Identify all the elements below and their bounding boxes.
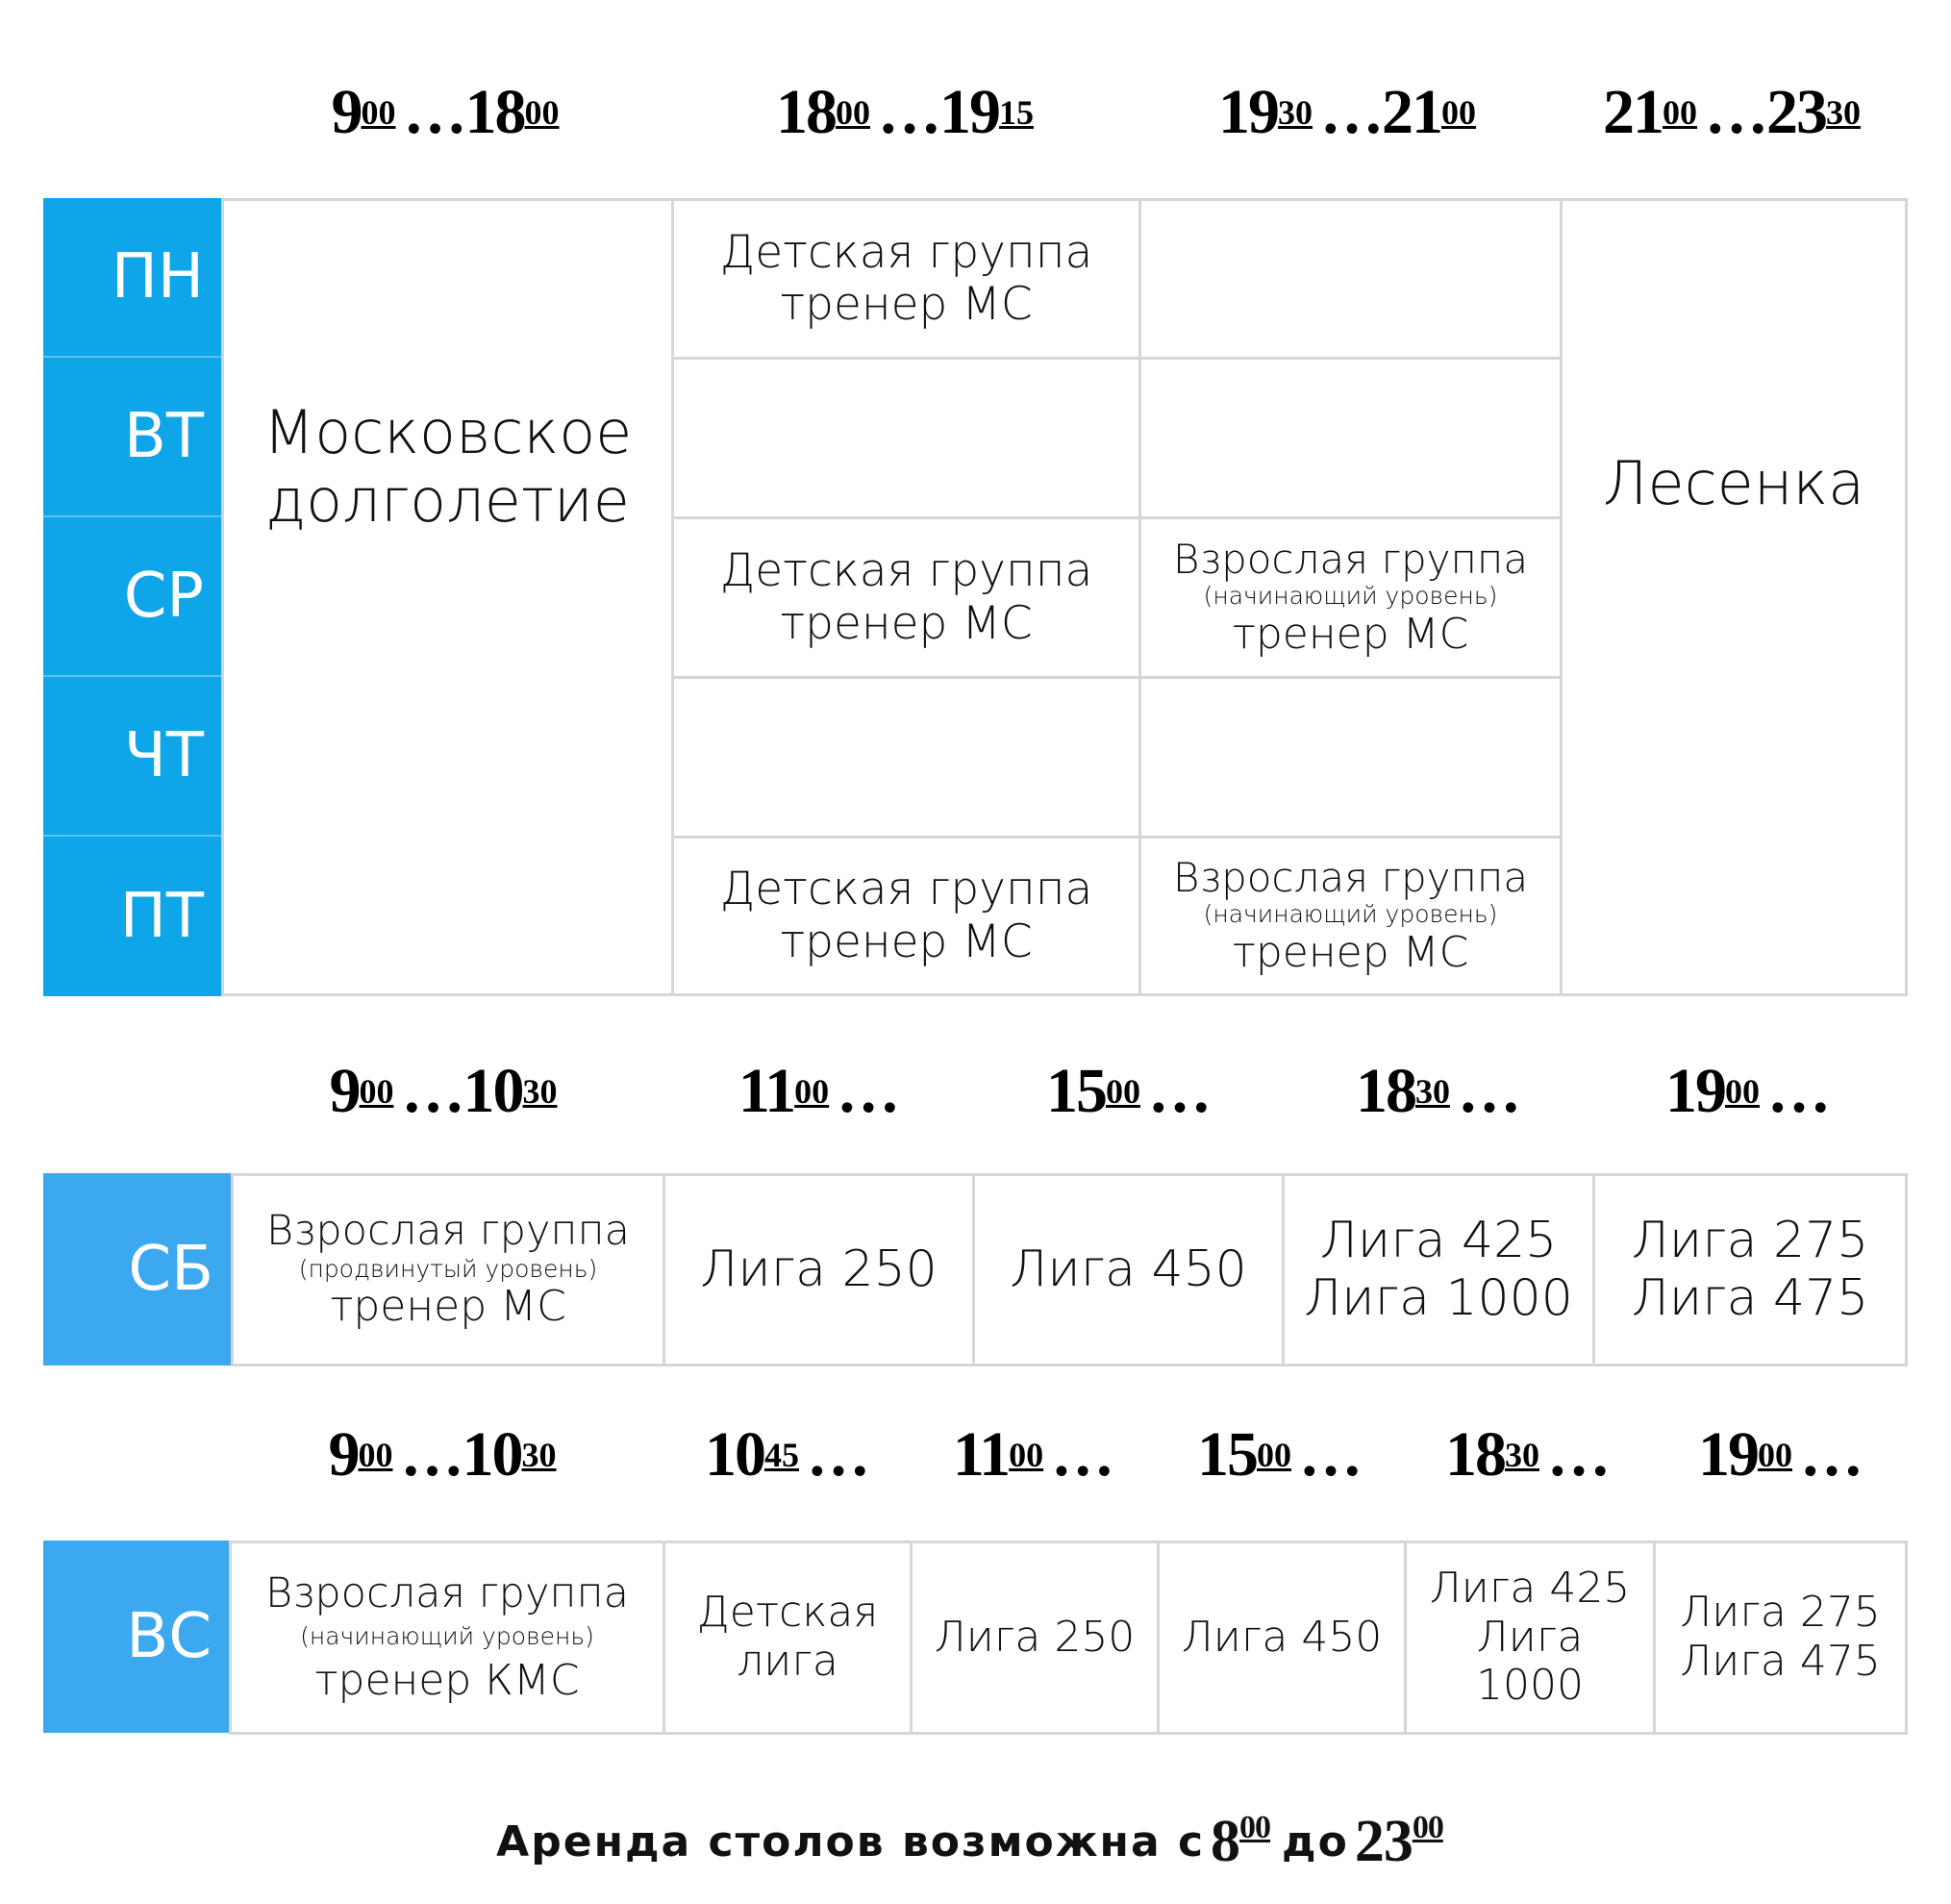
time-slot-label: 9 00 …10 30 xyxy=(328,1419,557,1490)
league-label: 1000 xyxy=(1476,1661,1584,1711)
group-title: Детская группа xyxy=(719,544,1093,598)
time-slot-label: 10 45 … xyxy=(705,1419,868,1490)
mon-kids-group-cell xyxy=(671,198,1141,360)
sat-league-425-1000-cell xyxy=(1282,1173,1595,1366)
day-label-mon: ПН xyxy=(43,198,223,358)
level-label: (начинающий уровень) xyxy=(1203,581,1498,610)
sat-league-450-cell xyxy=(972,1173,1285,1366)
group-title: Детская группа xyxy=(719,225,1093,279)
time-slot-label: 11 00 … xyxy=(738,1056,899,1126)
sun-kids-league-cell xyxy=(663,1541,913,1735)
coach-label: тренер МС xyxy=(780,596,1033,650)
league-label: Лига 475 xyxy=(1631,1268,1869,1327)
coach-label: тренер МС xyxy=(330,1282,566,1332)
sun-league-450-cell xyxy=(1157,1541,1407,1735)
coach-label: тренер МС xyxy=(1232,927,1469,977)
league-label: Лига 1000 xyxy=(1304,1268,1573,1327)
table-rental-note xyxy=(0,1793,1951,1890)
sun-league-275-475-cell xyxy=(1653,1541,1908,1735)
group-title: Взрослая группа xyxy=(265,1207,631,1256)
sat-league-250-cell xyxy=(663,1173,975,1366)
level-label: (начинающий уровень) xyxy=(1203,899,1498,928)
thu-empty-cell xyxy=(671,676,1141,839)
time-slot-label: 18 00 …19 15 xyxy=(776,77,1034,147)
day-label-thu: ЧТ xyxy=(43,677,223,837)
time-slot-label: 9 00 …18 00 xyxy=(331,77,560,147)
longevity-cell xyxy=(221,198,674,996)
coach-label: тренер МС xyxy=(780,278,1033,331)
coach-label: тренер МС xyxy=(1232,609,1469,659)
mon-empty-cell-col3 xyxy=(1138,198,1563,360)
group-title: Взрослая группа xyxy=(1172,535,1529,583)
league-label: лига xyxy=(737,1637,838,1686)
sunday-time-header xyxy=(0,1402,1951,1508)
footer-time-start: $8^{00}$ xyxy=(1211,1808,1271,1874)
longevity-title-line2: долголетие xyxy=(265,465,630,537)
sat-league-275-475-cell xyxy=(1592,1173,1908,1366)
level-label: (начинающий уровень) xyxy=(300,1622,594,1651)
league-label: Детская xyxy=(696,1588,879,1638)
league-label: Лига 250 xyxy=(700,1240,938,1298)
league-label: Лига 450 xyxy=(1010,1240,1247,1298)
sat-adult-group-cell xyxy=(231,1173,665,1366)
league-label: Лига 275 xyxy=(1680,1588,1881,1638)
group-title: Взрослая группа xyxy=(264,1568,630,1617)
day-label-wed: СР xyxy=(43,517,223,677)
wed-adult-group-cell xyxy=(1138,516,1563,679)
level-label: (продвинутый уровень) xyxy=(298,1254,598,1283)
tue-empty-cell xyxy=(671,357,1141,519)
fri-kids-group-cell xyxy=(671,836,1141,996)
time-slot-label: 15 00 … xyxy=(1046,1056,1210,1126)
coach-label: тренер КМС xyxy=(314,1655,580,1705)
time-slot-label: 11 00 … xyxy=(952,1419,1113,1490)
day-label-sat: СБ xyxy=(43,1173,233,1365)
time-slot-label: 9 00 …10 30 xyxy=(329,1056,558,1126)
thu-empty-cell-col3 xyxy=(1138,676,1563,839)
time-slot-label: 19 00 … xyxy=(1665,1056,1829,1126)
sun-league-425-1000-cell xyxy=(1404,1541,1656,1735)
footer-text: до xyxy=(1282,1816,1349,1866)
tue-empty-cell-col3 xyxy=(1138,357,1563,519)
group-title: Взрослая группа xyxy=(1172,853,1529,901)
league-label: Лига 250 xyxy=(934,1612,1136,1662)
ladder-title: Лесенка xyxy=(1602,448,1865,518)
sun-adult-group-cell xyxy=(229,1541,665,1735)
time-slot-label: 19 30 …21 00 xyxy=(1218,77,1476,147)
league-label: Лига xyxy=(1476,1612,1584,1662)
ladder-cell xyxy=(1560,198,1908,996)
league-label: Лига 275 xyxy=(1631,1211,1869,1269)
league-label: Лига 450 xyxy=(1181,1612,1383,1662)
saturday-time-header xyxy=(0,1039,1951,1144)
group-title: Детская группа xyxy=(719,863,1093,916)
footer-time-end: $23^{00}$ xyxy=(1354,1808,1443,1874)
league-label: Лига 425 xyxy=(1319,1211,1558,1269)
league-label: Лига 475 xyxy=(1680,1637,1881,1686)
time-slot-label: 15 00 … xyxy=(1197,1419,1361,1490)
weekday-time-header xyxy=(0,60,1951,165)
league-label: Лига 425 xyxy=(1429,1564,1631,1614)
sun-league-250-cell xyxy=(910,1541,1160,1735)
time-slot-label: 21 00 …23 30 xyxy=(1603,77,1861,147)
longevity-title-line1: Московское xyxy=(263,397,633,467)
time-slot-label: 18 30 … xyxy=(1445,1419,1609,1490)
day-label-sun: ВС xyxy=(43,1541,231,1733)
day-label-fri: ПТ xyxy=(43,837,223,996)
time-slot-label: 18 30 … xyxy=(1356,1056,1519,1126)
wed-kids-group-cell xyxy=(671,516,1141,679)
fri-adult-group-cell xyxy=(1138,836,1563,996)
time-slot-label: 19 00 … xyxy=(1698,1419,1862,1490)
coach-label: тренер МС xyxy=(780,914,1033,968)
footer-text: Аренда столов возможна с xyxy=(496,1816,1206,1866)
day-label-tue: ВТ xyxy=(43,358,223,517)
